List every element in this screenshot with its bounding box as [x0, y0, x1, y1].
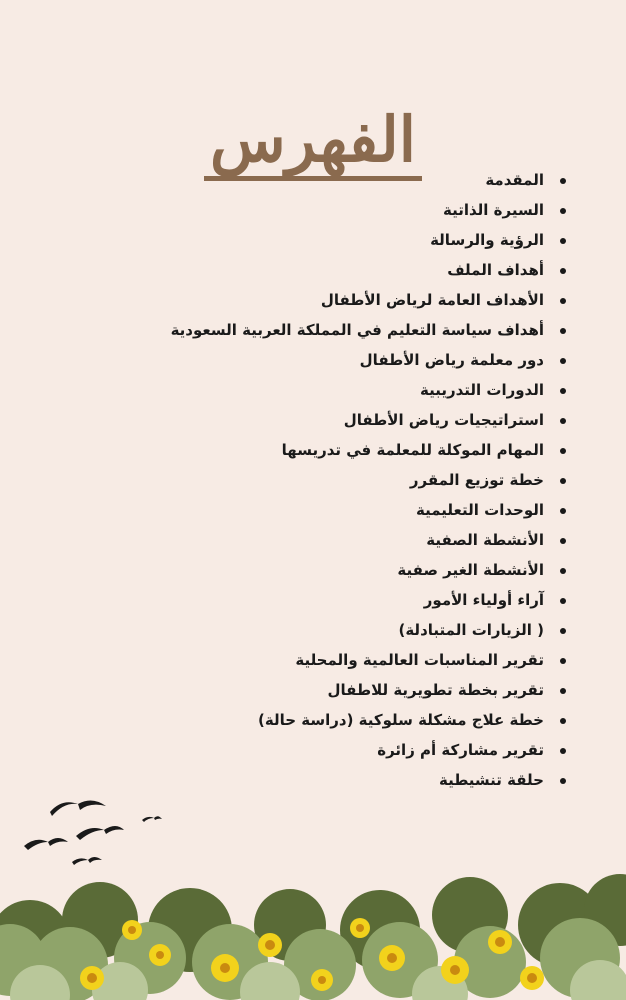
list-item: الأهداف العامة لرياض الأطفال: [66, 285, 566, 315]
list-item: آراء أولياء الأمور: [66, 585, 566, 615]
list-item: أهداف سياسة التعليم في المملكة العربية السعودية: [66, 315, 566, 345]
list-item: الرؤية والرسالة: [66, 225, 566, 255]
list-item: حلقة تنشيطية: [66, 765, 566, 795]
list-item: المقدمة: [66, 165, 566, 195]
list-item: تقرير مشاركة أم زائرة: [66, 735, 566, 765]
list-item: الوحدات التعليمية: [66, 495, 566, 525]
list-item: الأنشطة الغير صفية: [66, 555, 566, 585]
flying-birds-icon: [20, 790, 180, 870]
list-item: ( الزيارات المتبادلة): [66, 615, 566, 645]
list-item: تقرير بخطة تطويرية للاطفال: [66, 675, 566, 705]
list-item: استراتيجيات رياض الأطفال: [66, 405, 566, 435]
table-of-contents: [66, 165, 566, 795]
list-item: السيرة الذاتية: [66, 195, 566, 225]
list-item: الدورات التدريبية: [66, 375, 566, 405]
list-item: خطة علاج مشكلة سلوكية (دراسة حالة): [66, 705, 566, 735]
list-item: دور معلمة رياض الأطفال: [66, 345, 566, 375]
page-title-text: الفهرس: [204, 103, 422, 181]
list-item: خطة توزيع المقرر: [66, 465, 566, 495]
list-item: الأنشطة الصفية: [66, 525, 566, 555]
list-item: المهام الموكلة للمعلمة في تدريسها: [66, 435, 566, 465]
garden-decoration: [0, 870, 626, 1000]
list-item: تقرير المناسبات العالمية والمحلية: [66, 645, 566, 675]
list-item: أهداف الملف: [66, 255, 566, 285]
